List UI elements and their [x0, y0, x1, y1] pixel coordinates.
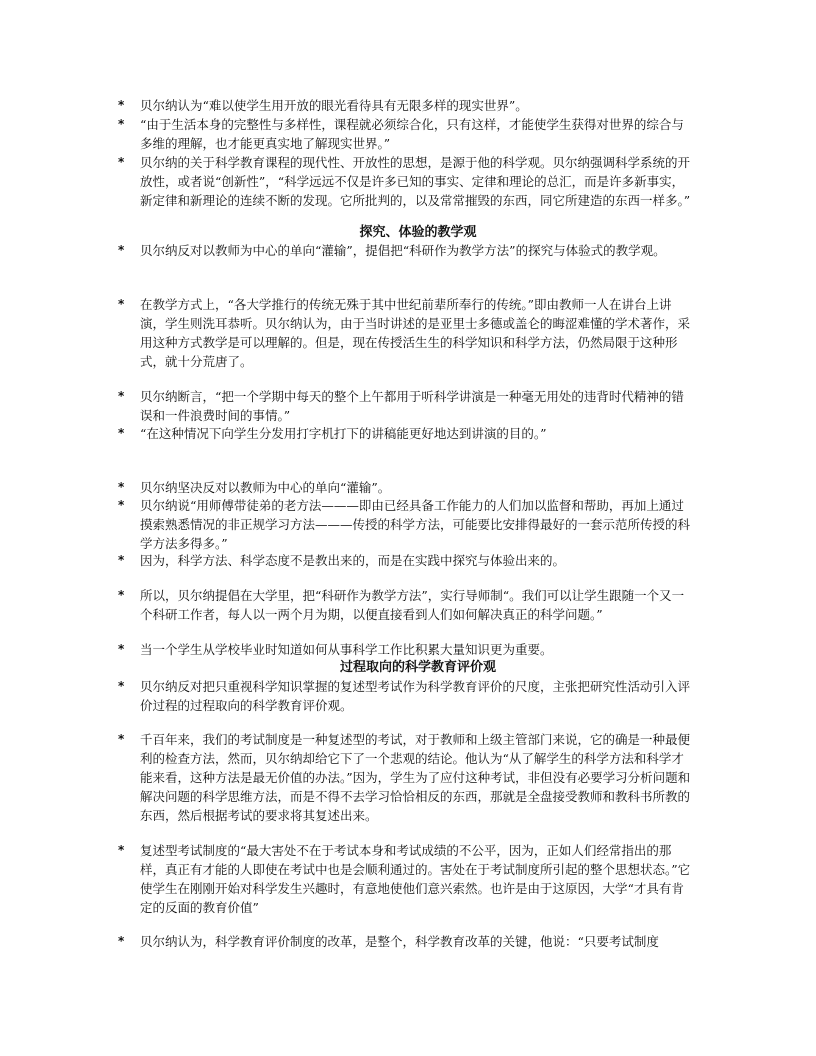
paragraph: 贝尔纳反对以教师为中心的单向“灌输”，提倡把“科研作为教学方法”的探究与体验式的教学观。	[140, 243, 666, 258]
paragraph: 因为，科学方法、科学态度不是教出来的，而是在实践中探究与体验出来的。	[140, 553, 566, 568]
bullet-marker: *	[118, 243, 125, 257]
list-item	[118, 96, 696, 115]
list-item	[118, 586, 696, 624]
paragraph: 所以，贝尔纳提倡在大学里，把“科研作为教学方法”，实行导师制“。我们可以让学生跟随一个又一个科研工作者，每人以一两个月为期，以便直接看到人们如何解决真正的科学问题。”	[140, 588, 685, 622]
section-heading: 过程取向的科学教育评价观	[339, 660, 496, 675]
list-item	[118, 551, 696, 570]
bullet-marker: *	[118, 117, 125, 131]
paragraph: “由于生活本身的完整性与多样性，课程就必须综合化，只有这样，才能使学生获得对世界的综合与多维的理解，也才能更真实地了解现实世界。”	[140, 117, 684, 151]
list-item	[118, 295, 696, 371]
list-item	[118, 387, 696, 425]
list-item	[118, 932, 696, 951]
paragraph: 贝尔纳认为“难以使学生用开放的眼光看待具有无限多样的现实世界”。	[140, 98, 528, 113]
list-item	[118, 115, 696, 153]
bullet-marker: *	[118, 480, 125, 494]
paragraph: 在教学方式上，“各大学推行的传统无殊于其中世纪前辈所奉行的传统。”即由教师一人在讲台上讲演，学生则洗耳恭听。贝尔纳认为，由于当时讲述的是亚里士多德或盖仑的晦涩难懂的学术著作，采用这种方式教学是可以理解的。但是，现在传授活生生的科学知识和科学方法，仍然局限于这种形式，就十分荒唐了。	[140, 297, 691, 369]
list-item	[118, 496, 696, 553]
bullet-marker: *	[118, 389, 125, 403]
paragraph: 千百年来，我们的考试制度是一种复述型的考试，对于教师和上级主管部门来说，它的确是一种最便利的检查方法，然而，贝尔纳却给它下了一个悲观的结论。他认为“从了解学生的科学方法和科学才能来看，这种方法是最无价值的办法。”因为，学生为了应付这种考试，非但没有必要学习分析问题和解决问题的科学思维方法，而是不得不去学习恰恰相反的东西，那就是全盘接受教师和教科书所教的东西，然后根据考试的要求将其复述出来。	[140, 732, 691, 823]
section-heading: 探究、体验的教学观	[359, 225, 477, 240]
bullet-marker: *	[118, 98, 125, 112]
list-item	[118, 640, 696, 659]
list-item	[118, 478, 696, 497]
paragraph: 复述型考试制度的“最大害处不在于考试本身和考试成绩的不公平，因为，正如人们经常指出的那样，真正有才能的人即使在考试中也是会顺利通过的。害处在于考试制度所引起的整个思想状态。”它使学生在刚刚开始对科学发生兴趣时，有意地使他们意兴索然。也许是由于这原因，大学“才具有肯定的反面的教育价值”	[140, 843, 691, 915]
paragraph: 贝尔纳坚决反对以教师为中心的单向“灌输”。	[140, 480, 391, 495]
list-item	[118, 153, 696, 210]
paragraph: 贝尔纳断言，“把一个学期中每天的整个上午都用于听科学讲演是一种毫无用处的违背时代精神的错误和一件浪费时间的事情。”	[140, 389, 684, 423]
bullet-marker: *	[118, 732, 125, 746]
bullet-marker: *	[118, 843, 125, 857]
paragraph: 贝尔纳反对把只重视科学知识掌握的复述型考试作为科学教育评价的尺度，主张把研究性活动引入评价过程的过程取向的科学教育评价观。	[140, 679, 691, 713]
list-item	[118, 730, 696, 825]
paragraph: 当一个学生从学校毕业时知道如何从事科学工作比积累大量知识更为重要。	[140, 642, 553, 657]
bullet-marker: *	[118, 426, 125, 440]
list-item	[118, 241, 696, 260]
bullet-marker: *	[118, 642, 125, 656]
paragraph: 贝尔纳说“用师傅带徒弟的老方法———即由已经具备工作能力的人们加以监督和帮助，再加上通过摸索熟悉情况的非正规学习方法———传授的科学方法，可能要比安排得最好的一套示范所传授的科学方法多得多。”	[140, 498, 691, 551]
paragraph: 贝尔纳认为，科学教育评价制度的改革，是整个，科学教育改革的关键，他说：“只要考试制度	[140, 934, 659, 949]
bullet-marker: *	[118, 498, 125, 512]
list-item	[118, 424, 696, 443]
bullet-marker: *	[118, 297, 125, 311]
bullet-marker: *	[118, 588, 125, 602]
bullet-marker: *	[118, 934, 125, 948]
list-item	[118, 841, 696, 917]
list-item	[118, 677, 696, 715]
bullet-marker: *	[118, 553, 125, 567]
paragraph: 贝尔纳的关于科学教育课程的现代性、开放性的思想，是源于他的科学观。贝尔纳强调科学系统的开放性，或者说“创新性”，“科学远远不仅是许多已知的事实、定律和理论的总汇，而是许多新事实，新定律和新理论的连续不断的发现。它所批判的，以及常常摧毁的东西，同它所建造的东西一样多。”	[140, 155, 691, 208]
paragraph: “在这种情况下向学生分发用打字机打下的讲稿能更好地达到讲演的目的。”	[140, 426, 547, 441]
bullet-marker: *	[118, 679, 125, 693]
bullet-marker: *	[118, 155, 125, 169]
